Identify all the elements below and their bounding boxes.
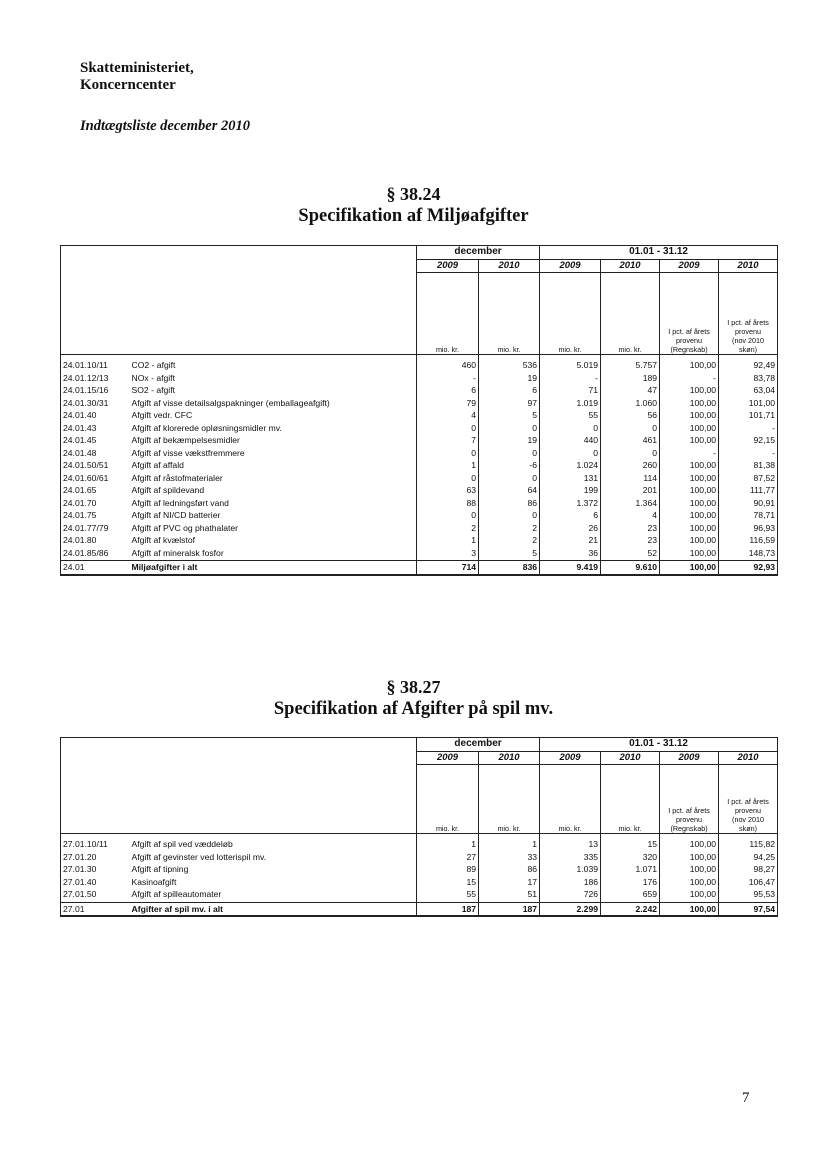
header-year-2: 2010 xyxy=(479,259,540,273)
row-value: 440 xyxy=(540,434,601,447)
row-value: 0 xyxy=(601,422,660,435)
row-value: 536 xyxy=(479,355,540,372)
row-value: 186 xyxy=(540,876,601,889)
table-row xyxy=(61,472,778,485)
row-value: 101,00 xyxy=(719,397,778,410)
header-pct-2009-line: I pct. af årets xyxy=(668,806,710,815)
row-value: 335 xyxy=(540,851,601,864)
row-value: 100,00 xyxy=(660,484,719,497)
section1-number: § 38.24 xyxy=(386,184,441,204)
header-unit-4: mio. kr. xyxy=(601,273,660,355)
row-value: 1.060 xyxy=(601,397,660,410)
row-value: 47 xyxy=(601,384,660,397)
header-pct-2010-line: provenu xyxy=(735,806,762,815)
row-value: 100,00 xyxy=(660,888,719,902)
row-value: 15 xyxy=(601,834,660,851)
row-value: 131 xyxy=(540,472,601,485)
row-code: 24.01.10/11 xyxy=(61,355,130,372)
row-code: 24.01.48 xyxy=(61,447,130,460)
row-value: 89 xyxy=(417,863,479,876)
row-value: 659 xyxy=(601,888,660,902)
row-name: Afgift af NI/CD batterier xyxy=(130,509,417,522)
header-pct-2009-line: (Regnskab) xyxy=(670,345,708,354)
row-value: 100,00 xyxy=(660,876,719,889)
total-name: Afgifter af spil mv. i alt xyxy=(130,902,417,916)
total-value: 97,54 xyxy=(719,902,778,916)
section2-heading xyxy=(0,676,827,720)
row-value: 36 xyxy=(540,547,601,561)
total-value: 2.242 xyxy=(601,902,660,916)
row-value: 2 xyxy=(417,522,479,535)
table-row xyxy=(61,409,778,422)
row-name: Afgift af spilleautomater xyxy=(130,888,417,902)
total-value: 100,00 xyxy=(660,902,719,916)
total-value: 92,93 xyxy=(719,561,778,575)
document-subtitle: Indtægtsliste december 2010 xyxy=(80,118,250,134)
total-value: 9.419 xyxy=(540,561,601,575)
header-pct-2010-line: skøn) xyxy=(739,345,758,354)
row-value: 95,53 xyxy=(719,888,778,902)
total-name: Miljøafgifter i alt xyxy=(130,561,417,575)
row-value: 100,00 xyxy=(660,497,719,510)
header-period-row xyxy=(61,738,778,752)
row-value: 33 xyxy=(479,851,540,864)
row-value: 83,78 xyxy=(719,372,778,385)
row-value: 63,04 xyxy=(719,384,778,397)
row-value: 6 xyxy=(540,509,601,522)
row-value: 92,49 xyxy=(719,355,778,372)
table-row xyxy=(61,372,778,385)
row-code: 27.01.10/11 xyxy=(61,834,130,851)
row-value: - xyxy=(719,447,778,460)
table-row xyxy=(61,522,778,535)
table-row xyxy=(61,863,778,876)
table-row xyxy=(61,534,778,547)
row-name: Afgift af kvælstof xyxy=(130,534,417,547)
row-value: 2 xyxy=(479,522,540,535)
header-blank-cell xyxy=(61,246,417,355)
row-value: 15 xyxy=(417,876,479,889)
total-value: 836 xyxy=(479,561,540,575)
header-unit-1: mio. kr. xyxy=(417,273,479,355)
table-row xyxy=(61,422,778,435)
row-value: 101,71 xyxy=(719,409,778,422)
row-value: 189 xyxy=(601,372,660,385)
table-row xyxy=(61,888,778,902)
row-value: 1.071 xyxy=(601,863,660,876)
row-value: 0 xyxy=(479,509,540,522)
table-row xyxy=(61,834,778,851)
header-unit-2: mio. kr. xyxy=(479,765,540,834)
row-name: Kasinoafgift xyxy=(130,876,417,889)
row-name: Afgift af spil ved væddeløb xyxy=(130,834,417,851)
header-pct-2010 xyxy=(719,273,778,355)
total-value: 187 xyxy=(479,902,540,916)
header-pct-2009-line: I pct. af årets xyxy=(668,327,710,336)
org-line-1: Skatteministeriet, xyxy=(80,60,194,76)
row-value: 1 xyxy=(417,534,479,547)
row-value: - xyxy=(719,422,778,435)
table-row xyxy=(61,447,778,460)
row-code: 24.01.12/13 xyxy=(61,372,130,385)
header-unit-3: mio. kr. xyxy=(540,765,601,834)
row-value: 100,00 xyxy=(660,409,719,422)
row-value: 23 xyxy=(601,534,660,547)
row-value: 100,00 xyxy=(660,534,719,547)
row-code: 24.01.60/61 xyxy=(61,472,130,485)
row-value: 4 xyxy=(417,409,479,422)
row-value: 6 xyxy=(479,384,540,397)
total-value: 187 xyxy=(417,902,479,916)
row-code: 27.01.20 xyxy=(61,851,130,864)
row-name: CO2 - afgift xyxy=(130,355,417,372)
row-code: 24.01.40 xyxy=(61,409,130,422)
row-value: 100,00 xyxy=(660,851,719,864)
row-value: 460 xyxy=(417,355,479,372)
header-year-6: 2010 xyxy=(719,751,778,765)
section1-heading xyxy=(0,183,827,227)
row-value: 1.024 xyxy=(540,459,601,472)
row-value: 461 xyxy=(601,434,660,447)
header-blank-cell xyxy=(61,738,417,834)
row-name: Afgift af gevinster ved lotterispil mv. xyxy=(130,851,417,864)
row-value: 27 xyxy=(417,851,479,864)
row-name: Afgift af råstofmaterialer xyxy=(130,472,417,485)
row-value: 1.039 xyxy=(540,863,601,876)
table-row xyxy=(61,509,778,522)
row-value: 98,27 xyxy=(719,863,778,876)
row-code: 24.01.30/31 xyxy=(61,397,130,410)
row-value: 100,00 xyxy=(660,384,719,397)
org-line-2: Koncerncenter xyxy=(80,77,176,93)
row-value: 86 xyxy=(479,863,540,876)
row-name: Afgift af klorerede opløsningsmidler mv. xyxy=(130,422,417,435)
row-value: 1 xyxy=(417,459,479,472)
row-value: 56 xyxy=(601,409,660,422)
section1-title: Specifikation af Miljøafgifter xyxy=(298,206,529,226)
organization-name xyxy=(80,60,194,94)
header-period-full-year: 01.01 - 31.12 xyxy=(540,738,778,752)
row-value: 90,91 xyxy=(719,497,778,510)
table-row xyxy=(61,484,778,497)
row-value: 1.019 xyxy=(540,397,601,410)
table-row xyxy=(61,851,778,864)
row-value: 7 xyxy=(417,434,479,447)
row-code: 24.01.43 xyxy=(61,422,130,435)
row-value: 0 xyxy=(417,509,479,522)
table-row xyxy=(61,459,778,472)
total-value: 714 xyxy=(417,561,479,575)
header-unit-1: mio. kr. xyxy=(417,765,479,834)
row-value: 106,47 xyxy=(719,876,778,889)
row-value: 5.757 xyxy=(601,355,660,372)
total-value: 9.610 xyxy=(601,561,660,575)
row-code: 27.01.40 xyxy=(61,876,130,889)
section2-title: Specifikation af Afgifter på spil mv. xyxy=(273,699,554,719)
row-value: 0 xyxy=(417,422,479,435)
row-value: 19 xyxy=(479,434,540,447)
header-period-full-year: 01.01 - 31.12 xyxy=(540,246,778,260)
row-name: NOx - afgift xyxy=(130,372,417,385)
table-row xyxy=(61,397,778,410)
row-value: 0 xyxy=(417,472,479,485)
header-pct-2010-line: I pct. af årets xyxy=(727,318,769,327)
row-value: 115,82 xyxy=(719,834,778,851)
header-year-2: 2010 xyxy=(479,751,540,765)
header-pct-2010-line: (nov 2010 xyxy=(732,336,765,345)
header-unit-4: mio. kr. xyxy=(601,765,660,834)
row-value: 100,00 xyxy=(660,355,719,372)
row-value: 0 xyxy=(540,447,601,460)
row-value: 17 xyxy=(479,876,540,889)
header-year-1: 2009 xyxy=(417,259,479,273)
header-year-3: 2009 xyxy=(540,751,601,765)
row-value: 100,00 xyxy=(660,509,719,522)
row-value: 23 xyxy=(601,522,660,535)
row-value: 726 xyxy=(540,888,601,902)
header-pct-2009-line: provenu xyxy=(676,815,703,824)
row-name: Afgift vedr. CFC xyxy=(130,409,417,422)
section1-table xyxy=(60,245,778,576)
row-value: 63 xyxy=(417,484,479,497)
row-value: 0 xyxy=(479,472,540,485)
row-value: 5 xyxy=(479,409,540,422)
row-value: 51 xyxy=(479,888,540,902)
row-value: 78,71 xyxy=(719,509,778,522)
row-value: 100,00 xyxy=(660,547,719,561)
row-value: 1.372 xyxy=(540,497,601,510)
row-value: 79 xyxy=(417,397,479,410)
row-value: 199 xyxy=(540,484,601,497)
header-year-5: 2009 xyxy=(660,751,719,765)
row-value: 92,15 xyxy=(719,434,778,447)
row-value: 114 xyxy=(601,472,660,485)
header-pct-2010 xyxy=(719,765,778,834)
row-name: Afgift af ledningsført vand xyxy=(130,497,417,510)
row-value: 100,00 xyxy=(660,472,719,485)
row-name: Afgift af visse vækstfremmere xyxy=(130,447,417,460)
header-period-row xyxy=(61,246,778,260)
row-name: Afgift af mineralsk fosfor xyxy=(130,547,417,561)
row-value: 100,00 xyxy=(660,397,719,410)
row-code: 24.01.15/16 xyxy=(61,384,130,397)
row-value: 19 xyxy=(479,372,540,385)
row-value: 88 xyxy=(417,497,479,510)
header-pct-2009 xyxy=(660,273,719,355)
row-name: Afgift af visse detailsalgspakninger (emballageafgift) xyxy=(130,397,417,410)
header-year-6: 2010 xyxy=(719,259,778,273)
row-value: 111,77 xyxy=(719,484,778,497)
section2-number: § 38.27 xyxy=(386,677,441,697)
row-name: Afgift af bekæmpelsesmidler xyxy=(130,434,417,447)
row-name: Afgift af tipning xyxy=(130,863,417,876)
table-row xyxy=(61,355,778,372)
row-value: 86 xyxy=(479,497,540,510)
row-value: 201 xyxy=(601,484,660,497)
row-value: 100,00 xyxy=(660,434,719,447)
header-year-5: 2009 xyxy=(660,259,719,273)
page-number: 7 xyxy=(742,1090,750,1106)
header-pct-2009-line: (Regnskab) xyxy=(670,824,708,833)
row-value: 1 xyxy=(417,834,479,851)
row-name: SO2 - afgift xyxy=(130,384,417,397)
row-value: 64 xyxy=(479,484,540,497)
header-pct-2010-line: provenu xyxy=(735,327,762,336)
row-value: - xyxy=(540,372,601,385)
row-value: 96,93 xyxy=(719,522,778,535)
table-row xyxy=(61,434,778,447)
row-value: 100,00 xyxy=(660,522,719,535)
row-value: 1.364 xyxy=(601,497,660,510)
table-row xyxy=(61,497,778,510)
row-value: 97 xyxy=(479,397,540,410)
row-value: 5.019 xyxy=(540,355,601,372)
header-year-3: 2009 xyxy=(540,259,601,273)
row-code: 24.01.80 xyxy=(61,534,130,547)
header-year-1: 2009 xyxy=(417,751,479,765)
row-value: - xyxy=(417,372,479,385)
table-row xyxy=(61,384,778,397)
row-value: 0 xyxy=(417,447,479,460)
section2-table xyxy=(60,737,778,917)
row-code: 27.01.50 xyxy=(61,888,130,902)
row-value: - xyxy=(660,372,719,385)
row-value: 94,25 xyxy=(719,851,778,864)
header-pct-2010-line: (nov 2010 xyxy=(732,815,765,824)
header-pct-2009-line: provenu xyxy=(676,336,703,345)
row-value: 26 xyxy=(540,522,601,535)
row-value: 4 xyxy=(601,509,660,522)
header-year-4: 2010 xyxy=(601,751,660,765)
row-value: 81,38 xyxy=(719,459,778,472)
row-code: 24.01.77/79 xyxy=(61,522,130,535)
row-value: 320 xyxy=(601,851,660,864)
header-pct-2009 xyxy=(660,765,719,834)
row-value: 55 xyxy=(417,888,479,902)
header-unit-2: mio. kr. xyxy=(479,273,540,355)
total-code: 27.01 xyxy=(61,902,130,916)
row-value: 87,52 xyxy=(719,472,778,485)
row-value: - xyxy=(660,447,719,460)
row-value: 148,73 xyxy=(719,547,778,561)
row-value: 71 xyxy=(540,384,601,397)
header-pct-2010-line: skøn) xyxy=(739,824,758,833)
row-value: 3 xyxy=(417,547,479,561)
row-value: 100,00 xyxy=(660,422,719,435)
row-code: 24.01.45 xyxy=(61,434,130,447)
row-code: 24.01.50/51 xyxy=(61,459,130,472)
row-code: 24.01.85/86 xyxy=(61,547,130,561)
row-value: 5 xyxy=(479,547,540,561)
row-value: 0 xyxy=(601,447,660,460)
row-value: -6 xyxy=(479,459,540,472)
header-pct-2010-line: I pct. af årets xyxy=(727,797,769,806)
row-value: 2 xyxy=(479,534,540,547)
row-name: Afgift af PVC og phathalater xyxy=(130,522,417,535)
row-value: 52 xyxy=(601,547,660,561)
row-name: Afgift af spildevand xyxy=(130,484,417,497)
row-code: 27.01.30 xyxy=(61,863,130,876)
row-value: 260 xyxy=(601,459,660,472)
row-code: 24.01.65 xyxy=(61,484,130,497)
total-row xyxy=(61,561,778,575)
row-value: 6 xyxy=(417,384,479,397)
row-value: 0 xyxy=(479,422,540,435)
row-value: 176 xyxy=(601,876,660,889)
row-name: Afgift af affald xyxy=(130,459,417,472)
row-value: 100,00 xyxy=(660,863,719,876)
row-value: 21 xyxy=(540,534,601,547)
row-value: 1 xyxy=(479,834,540,851)
row-code: 24.01.70 xyxy=(61,497,130,510)
header-year-4: 2010 xyxy=(601,259,660,273)
total-value: 100,00 xyxy=(660,561,719,575)
total-code: 24.01 xyxy=(61,561,130,575)
header-period-december: december xyxy=(417,246,540,260)
header-period-december: december xyxy=(417,738,540,752)
table-row xyxy=(61,547,778,561)
header-unit-3: mio. kr. xyxy=(540,273,601,355)
table-row xyxy=(61,876,778,889)
row-value: 0 xyxy=(540,422,601,435)
row-value: 116,59 xyxy=(719,534,778,547)
total-row xyxy=(61,902,778,916)
row-value: 100,00 xyxy=(660,834,719,851)
row-code: 24.01.75 xyxy=(61,509,130,522)
row-value: 55 xyxy=(540,409,601,422)
total-value: 2.299 xyxy=(540,902,601,916)
row-value: 0 xyxy=(479,447,540,460)
row-value: 100,00 xyxy=(660,459,719,472)
row-value: 13 xyxy=(540,834,601,851)
